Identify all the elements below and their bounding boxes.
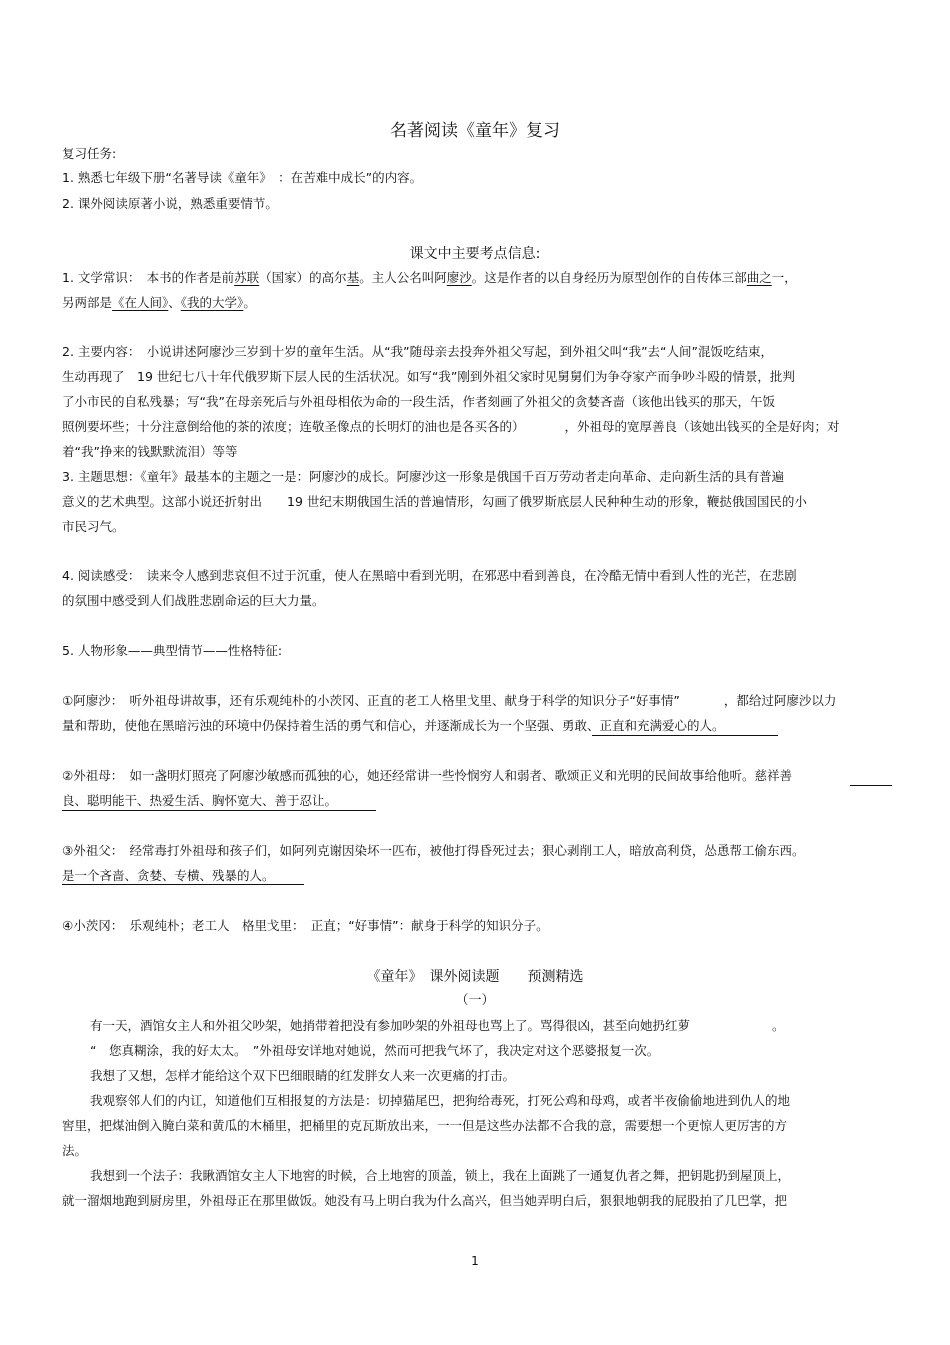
character-others: ④小茨冈： 乐观纯朴；老工人 格里戈里： 正直；“好事情”：献身于科学的知识分子。 — [62, 918, 549, 933]
page-title: 名著阅读《童年》复习 — [390, 121, 560, 141]
answer-protagonist: 廖沙 — [446, 270, 472, 285]
answer-underline — [62, 884, 304, 885]
paragraph-main-content-line5: 着“我”挣来的钱默默流泪）等等 — [62, 444, 238, 459]
reading-paragraph-5-line2: 就一溜烟地跑到厨房里，外祖母正在那里做饭。她没有马上明白我为什么高兴，但当她弄明白后，狠狠地朝我的屁股拍了几巴掌，把 — [62, 1193, 788, 1208]
section-heading-reading: 《童年》 课外阅读题 预测精选 — [366, 969, 584, 985]
paragraph-main-content-line1: 2. 主要内容： 小说讲述阿廖沙三岁到十岁的童年生活。从“我”随母亲去投奔外祖父写起，到外祖父叫“我”去“人间”混饭吃结束， — [62, 344, 774, 359]
answer-alyosha-traits: 敢、正直和充满爱心的人。 — [574, 718, 725, 733]
text-span: 、 — [168, 295, 181, 310]
character-grandfather-line1: ③外祖父： 经常毒打外祖母和孩子们，如阿列克谢因染坏一匹布，被他打得昏死过去；狠心剥削工人，暗放高利贷，怂恿帮工偷东西。 — [62, 843, 805, 858]
paragraph-main-content-line2: 生动再现了 19 世纪七八十年代俄罗斯下层人民的生活状况。如写“我”刚到外祖父家时见舅舅们为争夺家产而争吵斗殴的情景，批判 — [62, 369, 795, 384]
character-grandfather-line2: 是一个吝啬、贪婪、专横、残暴的人。 — [62, 868, 275, 883]
paragraph-characters-heading: 5. 人物形象——典型情节——性格特征: — [62, 643, 283, 658]
text-span: 有一天，酒馆女主人和外祖父吵架，她捎带着把没有参加吵架的外祖母也骂上了。骂得很凶，甚至向她扔红萝 — [90, 1018, 691, 1033]
task-1: 1. 熟悉七年级下册“名著导读《童年》 ：在苦难中成长”的内容。 — [62, 170, 423, 185]
paragraph-feeling-line2: 的氛围中感受到人们战胜悲剧命运的巨大力量。 — [62, 593, 325, 608]
reading-paragraph-4-line3: 法。 — [62, 1143, 88, 1158]
text-span: ，外祖母的宽厚善良（该她出钱买的全是好肉；对 — [564, 419, 840, 434]
page-number: 1 — [471, 1254, 479, 1268]
text-span: 。 — [243, 295, 256, 310]
section-subheading: （一） — [455, 993, 495, 1008]
text-span: 。主人公名叫阿 — [359, 270, 447, 285]
paragraph-feeling-line1: 4. 阅读感受： 读来令人感到悲哀但不过于沉重，使人在黑暗中看到光明，在邪恶中看到善良，在冷酷无情中看到人性的光芒，在悲剧 — [62, 568, 797, 583]
paragraph-literary-knowledge-line2 — [62, 295, 256, 311]
reading-paragraph-2: “ 您真糊涂，我的好太太。 ”外祖母安详地对她说，然而可把我气坏了，我决定对这个恶婆报复一次。 — [90, 1043, 660, 1058]
character-alyosha-line2 — [62, 718, 725, 734]
text-span: ①阿廖沙： 听外祖母讲故事，还有乐观纯朴的小茨冈、正直的老工人格里戈里、献身于科学的知识分子“好事情” — [62, 693, 680, 708]
paragraph-literary-knowledge-line1 — [62, 270, 797, 286]
answer-underline — [592, 735, 778, 736]
answer-author: 基 — [346, 270, 360, 285]
reading-paragraph-1 — [90, 1018, 785, 1034]
text-span: ，都给过阿廖沙以力 — [723, 693, 837, 708]
answer-underline — [62, 810, 376, 811]
text-span: 。 — [772, 1018, 785, 1033]
section-heading-key-points: 课文中主要考点信息: — [409, 246, 541, 262]
paragraph-main-content-line3: 了小市民的自私残暴；写“我”在母亲死后与外祖母相依为命的一段生活，作者刻画了外祖父的贪婪吝啬（该他出钱买的那天，午饭 — [62, 394, 775, 409]
reading-paragraph-3: 我想了又想，怎样才能给这个双下巴细眼睛的红发胖女人来一次更痛的打击。 — [90, 1068, 516, 1083]
paragraph-theme-line1: 3. 主题思想：《童年》最基本的主题之一是：阿廖沙的成长。阿廖沙这一形象是俄国千百万劳动者走向革命、走向新生活的具有普遍 — [62, 469, 785, 484]
answer-book-3: 《我的大学》 — [180, 295, 244, 310]
character-grandmother-line1: ②外祖母： 如一盏明灯照亮了阿廖沙敏感而孤独的心，她还经常讲一些怜悯穷人和弱者、歌颂正义和光明的民间故事给他听。慈祥善 — [62, 768, 792, 783]
task-2: 2. 课外阅读原著小说，熟悉重要情节。 — [62, 196, 278, 211]
character-grandmother-line2: 良、聪明能干、热爱生活、胸怀宽大、善于忍让。 — [62, 793, 338, 808]
text-span: 量和帮助，使他在黑暗污浊的环境中仍保持着生活的勇气和信心，并逐渐成长为一个坚强、勇 — [62, 718, 575, 733]
text-span: 一， — [771, 270, 797, 285]
answer-book-2: 《在人间》 — [112, 295, 169, 310]
reading-paragraph-4-line2: 窖里，把煤油倒入腌白菜和黄瓜的木桶里，把桶里的克瓦斯放出来，一一但是这些办法都不合我的意，需要想一个更惊人更厉害的方 — [62, 1118, 788, 1133]
reading-paragraph-5-line1: 我想到一个法子：我瞅酒馆女主人下地窖的时候，合上地窖的顶盖，锁上，我在上面跳了一通复仇者之舞，把钥匙扔到屋顶上， — [90, 1168, 791, 1183]
paragraph-main-content-line4 — [62, 419, 840, 435]
answer-underline — [850, 785, 892, 786]
text-span: 。这是作者的以自身经历为原型创作的自传体三部 — [471, 270, 747, 285]
text-span: （国家）的高尔 — [259, 270, 347, 285]
paragraph-theme-line3: 市民习气。 — [62, 519, 125, 534]
reading-paragraph-4-line1: 我观察邻人们的内讧，知道他们互相报复的方法是：切掉猫尾巴，把狗给毒死，打死公鸡和母鸡，或者半夜偷偷地进到仇人的地 — [90, 1093, 791, 1108]
answer-trilogy: 曲之 — [746, 270, 772, 285]
tasks-heading: 复习任务: — [62, 146, 117, 161]
answer-country: 苏联 — [234, 270, 260, 285]
character-alyosha-line1 — [62, 693, 836, 709]
text-span: 1. 文学常识： 本书的作者是前 — [62, 270, 235, 285]
paragraph-theme-line2: 意义的艺术典型。这部小说还折射出 19 世纪末期俄国生活的普遍情形，勾画了俄罗斯底层人民种种生动的形象，鞭挞俄国国民的小 — [62, 494, 807, 509]
text-span: 照例要坏些；十分注意倒给他的茶的浓度；连敬圣像点的长明灯的油也是各买各的） — [62, 419, 525, 434]
text-span: 另两部是 — [62, 295, 113, 310]
